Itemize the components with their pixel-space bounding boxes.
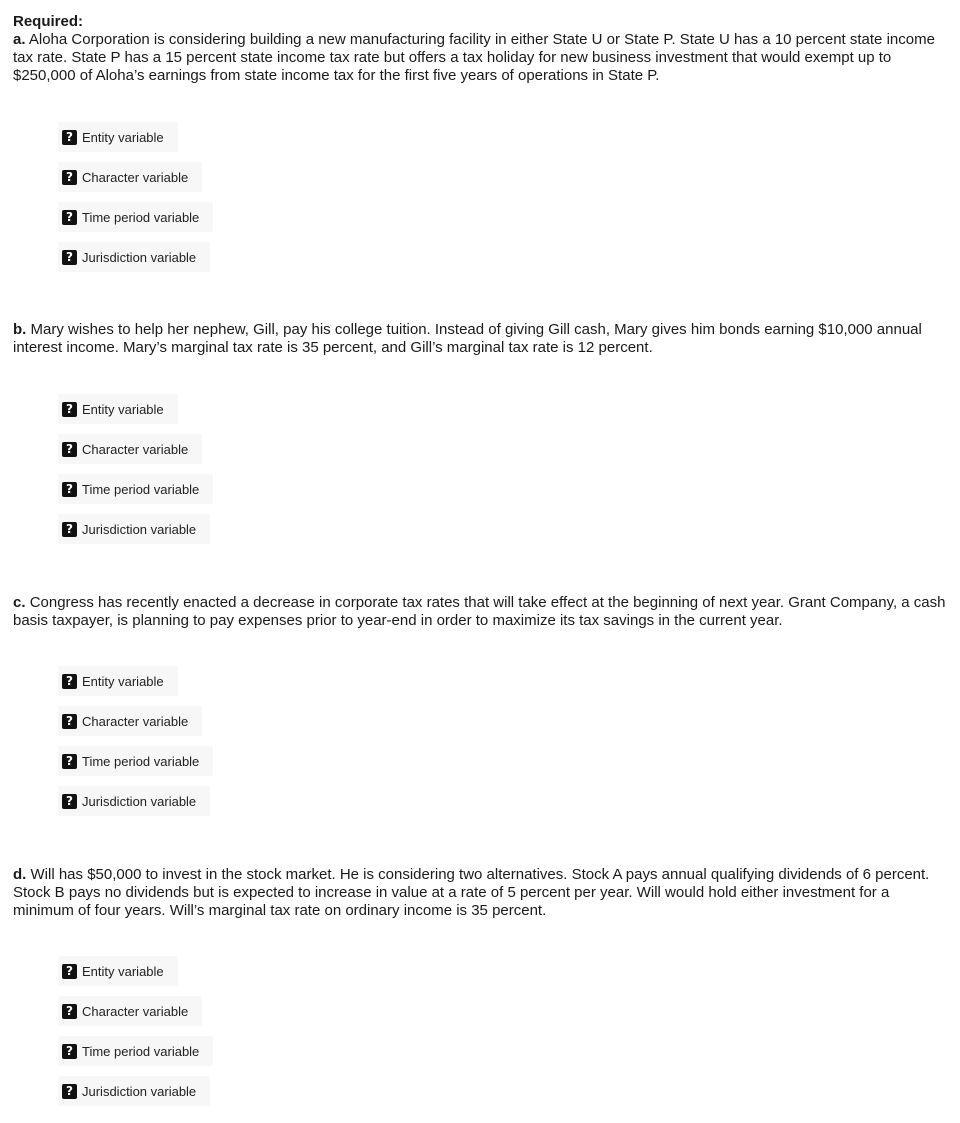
option-entity-variable[interactable]: [58, 666, 178, 696]
question-text: Congress has recently enacted a decrease in corporate tax rates that will take effect at the beginning of next year. Grant Company, a cash basis taxpayer, is planning to pay expenses prior to year-end in order to maximize its tax savings in the current year.: [13, 594, 946, 629]
question-letter: c.: [13, 594, 26, 611]
option-time-period-variable[interactable]: [58, 474, 213, 504]
question-mark-icon: ?: [62, 130, 77, 145]
option-time-period-variable[interactable]: [58, 202, 213, 232]
option-entity-variable[interactable]: [58, 394, 178, 424]
option-character-variable[interactable]: [58, 434, 202, 464]
option-time-period-variable[interactable]: [58, 746, 213, 776]
option-time-period-variable[interactable]: [58, 1036, 213, 1066]
question-letter: a.: [13, 31, 26, 48]
question-mark-icon: ?: [62, 714, 77, 729]
question-c: [13, 594, 953, 630]
option-character-variable[interactable]: [58, 996, 202, 1026]
option-jurisdiction-variable[interactable]: [58, 1076, 210, 1106]
option-label: Time period variable: [82, 753, 200, 769]
question-mark-icon: ?: [62, 522, 77, 537]
option-label: Entity variable: [82, 401, 164, 417]
question-mark-icon: ?: [62, 170, 77, 185]
question-mark-icon: ?: [62, 482, 77, 497]
question-text: Will has $50,000 to invest in the stock market. He is considering two alternatives. Stock A pays annual qualifying dividends of 6 percent. Stock B pays no dividends but is expected to increase in value at a rate of 5 percent per year. Will would hold either investment for a minimum of four years. Will’s marginal tax rate on ordinary income is 35 percent.: [13, 866, 930, 919]
option-label: Time period variable: [82, 1043, 200, 1059]
option-label: Jurisdiction variable: [82, 1083, 197, 1099]
question-letter: d.: [13, 866, 27, 883]
option-label: Time period variable: [82, 481, 200, 497]
option-label: Character variable: [82, 169, 189, 185]
question-mark-icon: ?: [62, 250, 77, 265]
question-mark-icon: ?: [62, 754, 77, 769]
question-mark-icon: ?: [62, 794, 77, 809]
option-label: Jurisdiction variable: [82, 793, 197, 809]
question-mark-icon: ?: [62, 210, 77, 225]
question-mark-icon: ?: [62, 402, 77, 417]
option-label: Character variable: [82, 1003, 189, 1019]
option-label: Jurisdiction variable: [82, 521, 197, 537]
question-mark-icon: ?: [62, 674, 77, 689]
option-entity-variable[interactable]: [58, 122, 178, 152]
option-character-variable[interactable]: [58, 706, 202, 736]
question-text: Mary wishes to help her nephew, Gill, pay his college tuition. Instead of giving Gill cash, Mary gives him bonds earning $10,000 annual interest income. Mary’s marginal tax rate is 35 percent, and Gill’s marginal tax rate is 12 percent.: [13, 321, 922, 356]
question-d: [13, 866, 953, 920]
question-mark-icon: ?: [62, 442, 77, 457]
question-mark-icon: ?: [62, 1084, 77, 1099]
option-character-variable[interactable]: [58, 162, 202, 192]
option-jurisdiction-variable[interactable]: [58, 514, 210, 544]
option-label: Character variable: [82, 441, 189, 457]
question-text: Aloha Corporation is considering building a new manufacturing facility in either State U or State P. State U has a 10 percent state income tax rate. State P has a 15 percent state income tax rate but offers a tax holiday for new business investment that would exempt up to $250,000 of Aloha’s earnings from state income tax for the first five years of operations in State P.: [13, 31, 935, 84]
question-a: [13, 31, 953, 85]
question-mark-icon: ?: [62, 964, 77, 979]
option-label: Entity variable: [82, 673, 164, 689]
option-label: Entity variable: [82, 129, 164, 145]
option-label: Character variable: [82, 713, 189, 729]
question-mark-icon: ?: [62, 1044, 77, 1059]
question-letter: b.: [13, 321, 27, 338]
option-jurisdiction-variable[interactable]: [58, 786, 210, 816]
question-b: [13, 321, 953, 357]
required-heading: Required:: [13, 13, 84, 30]
question-mark-icon: ?: [62, 1004, 77, 1019]
option-label: Jurisdiction variable: [82, 249, 197, 265]
option-entity-variable[interactable]: [58, 956, 178, 986]
option-label: Entity variable: [82, 963, 164, 979]
option-jurisdiction-variable[interactable]: [58, 242, 210, 272]
option-label: Time period variable: [82, 209, 200, 225]
